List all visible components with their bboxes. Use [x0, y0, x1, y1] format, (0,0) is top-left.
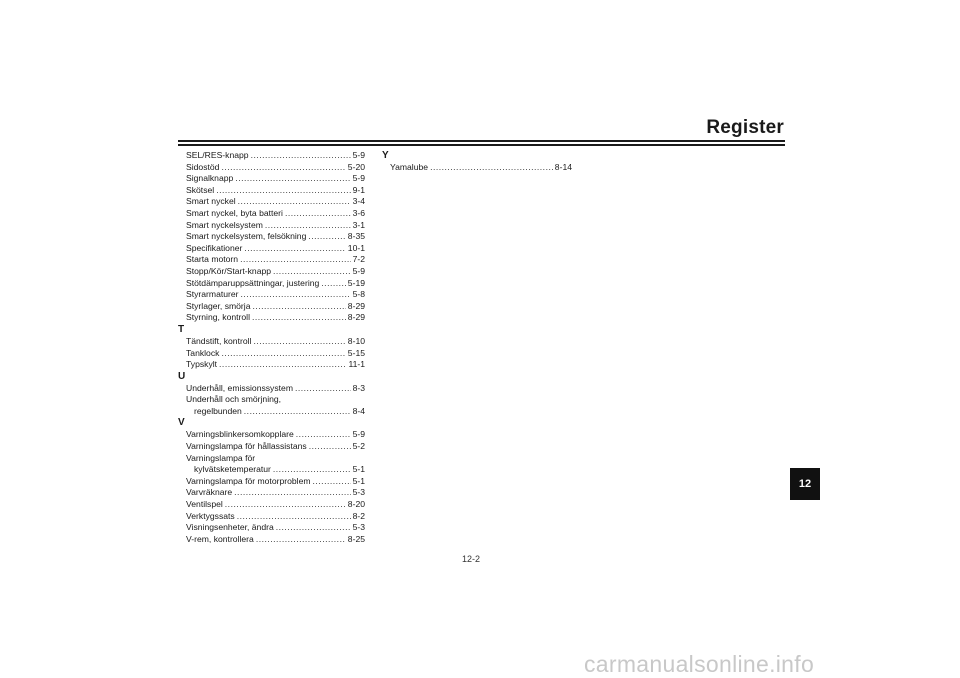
index-entry[interactable] [178, 150, 365, 162]
index-entry-label: Specifikationer [186, 242, 243, 253]
header-rule-bottom [178, 144, 785, 146]
index-entry[interactable] [178, 231, 365, 243]
index-entry[interactable] [178, 196, 365, 208]
index-entry-label: Ventilspel [186, 499, 223, 510]
dot-leader [313, 476, 351, 488]
index-entry-page: 5-19 [347, 277, 365, 288]
index-entry-label: regelbunden [194, 405, 242, 416]
index-entry[interactable] [178, 312, 365, 324]
index-entry-page: 8-4 [352, 405, 365, 416]
index-entry-page: 5-1 [352, 475, 365, 486]
index-entry-page: 3-4 [352, 196, 365, 207]
index-entry-page: 3-1 [352, 219, 365, 230]
index-entry-label: Styrarmaturer [186, 289, 239, 300]
index-entry-label: Sidostöd [186, 161, 220, 172]
dot-leader [221, 348, 345, 360]
dot-leader [308, 231, 345, 243]
index-entry-line: Varningslampa för [186, 452, 256, 463]
index-entry[interactable] [178, 336, 365, 348]
dot-leader [241, 289, 351, 301]
index-entry-label: Styrlager, smörja [186, 300, 251, 311]
dot-leader [256, 534, 346, 546]
index-letter-heading: U [178, 370, 186, 382]
index-entry-page: 5-9 [352, 173, 365, 184]
index-entry[interactable] [178, 406, 365, 418]
index-entry-label: Skötsel [186, 184, 215, 195]
index-entry-label: Varningslampa för hållassistans [186, 441, 307, 452]
index-entry[interactable] [178, 499, 365, 511]
dot-leader [234, 487, 350, 499]
dot-leader [265, 220, 351, 232]
index-entry-page: 8-20 [347, 499, 365, 510]
index-entry[interactable] [178, 383, 365, 395]
index-entry-label: Visningsenheter, ändra [186, 522, 274, 533]
index-entry[interactable] [178, 254, 365, 266]
watermark: carmanualsonline.info [584, 651, 815, 677]
dot-leader [244, 406, 351, 418]
index-entry-label: Tanklock [186, 347, 220, 358]
dot-leader [221, 162, 345, 174]
dot-leader [285, 208, 351, 220]
dot-leader [276, 522, 351, 534]
index-entry-label: V-rem, kontrollera [186, 533, 254, 544]
index-entry-page: 8-2 [352, 510, 365, 521]
index-letter-heading: T [178, 323, 185, 335]
index-entry-page: 8-3 [352, 382, 365, 393]
index-entry[interactable] [178, 289, 365, 301]
dot-leader [237, 511, 351, 523]
index-entry-page: 5-20 [347, 161, 365, 172]
dot-leader [253, 336, 345, 348]
chapter-tab[interactable]: 12 [790, 468, 820, 500]
index-entry-label: Tändstift, kontroll [186, 335, 252, 346]
index-entry-page: 11-1 [348, 359, 365, 370]
index-entry-line: Underhåll och smörjning, [186, 394, 282, 405]
index-entry-page: 5-3 [352, 487, 365, 498]
index-entry-page: 10-1 [347, 242, 365, 253]
index-entry-page: 5-9 [352, 150, 365, 160]
index-entry-label: Styrning, kontroll [186, 312, 251, 323]
index-entry[interactable] [178, 476, 365, 488]
index-entry-label: kylvätsketemperatur [194, 464, 271, 475]
dot-leader [216, 185, 350, 197]
index-entry-page: 5-2 [352, 441, 365, 452]
index-entry-page: 8-29 [347, 312, 365, 323]
index-entry-label: Smart nyckelsystem [186, 219, 263, 230]
index-entry-label: Smart nyckel [186, 196, 236, 207]
index-entry-label: Smart nyckelsystem, felsökning [186, 231, 307, 242]
index-entry-label: Stopp/Kör/Start-knapp [186, 265, 272, 276]
index-entry-page: 5-8 [352, 289, 365, 300]
index-entry[interactable] [178, 359, 365, 371]
index-entry[interactable] [178, 243, 365, 255]
index-entry[interactable] [178, 441, 365, 453]
index-entry-label: Verktygssats [186, 510, 235, 521]
index-entry[interactable] [178, 429, 365, 441]
index-entry[interactable] [178, 208, 365, 220]
dot-leader [296, 429, 351, 441]
index-letter-heading: Y [382, 150, 389, 161]
index-column-right [382, 150, 572, 174]
index-entry[interactable] [178, 220, 365, 232]
index-entry[interactable] [178, 266, 365, 278]
index-entry-label: SEL/RES-knapp [186, 150, 249, 160]
index-entry[interactable] [178, 173, 365, 185]
index-entry-page: 5-1 [352, 464, 365, 475]
dot-leader [244, 243, 345, 255]
index-entry-label: Varningslampa för motorproblem [186, 475, 311, 486]
index-entry-page: 8-14 [554, 162, 572, 172]
index-entry-label: Stötdämparuppsättningar, justering [186, 277, 320, 288]
index-entry-page: 5-15 [347, 347, 365, 358]
header-rule-top [178, 140, 785, 142]
index-column-left [178, 150, 365, 545]
index-entry[interactable] [178, 534, 365, 546]
index-entry-page: 7-2 [352, 254, 365, 265]
index-entry[interactable] [178, 511, 365, 523]
index-entry[interactable] [178, 348, 365, 360]
index-entry-page: 5-9 [352, 265, 365, 276]
dot-leader [225, 499, 346, 511]
index-entry[interactable] [178, 278, 365, 290]
dot-leader [251, 150, 351, 162]
index-entry[interactable] [178, 162, 365, 174]
dot-leader [295, 383, 351, 395]
index-entry-label: Underhåll, emissionssystem [186, 382, 293, 393]
index-entry-label: Varningsblinkersomkopplare [186, 429, 294, 440]
dot-leader [252, 312, 346, 324]
dot-leader [273, 464, 351, 476]
index-entry-page: 3-6 [352, 207, 365, 218]
dot-leader [321, 278, 346, 290]
dot-leader [309, 441, 351, 453]
dot-leader [219, 359, 346, 371]
index-entry-label: Typskylt [186, 359, 218, 370]
dot-leader [238, 196, 351, 208]
page-number: 12-2 [462, 554, 481, 564]
index-entry-label: Yamalube [390, 162, 429, 172]
index-entry-label: Varvräknare [186, 487, 233, 498]
index-entry-page: 5-3 [352, 522, 365, 533]
dot-leader [240, 254, 351, 266]
dot-leader [235, 173, 350, 185]
index-entry[interactable] [178, 464, 365, 476]
dot-leader [252, 301, 345, 313]
index-entry-label: Smart nyckel, byta batteri [186, 207, 283, 218]
index-letter-heading: V [178, 417, 185, 429]
index-entry[interactable] [178, 185, 365, 197]
index-entry-page: 8-35 [347, 231, 365, 242]
index-entry[interactable] [178, 522, 365, 534]
index-entry-page: 5-9 [352, 429, 365, 440]
index-entry-page: 8-29 [347, 300, 365, 311]
index-entry-page: 8-25 [347, 533, 365, 544]
index-entry[interactable] [382, 162, 572, 174]
dot-leader [273, 266, 351, 278]
index-entry-page: 8-10 [347, 335, 365, 346]
index-entry-label: Signalknapp [186, 173, 234, 184]
page-title: Register [706, 117, 784, 138]
index-entry-page: 9-1 [352, 184, 365, 195]
index-entry-label: Starta motorn [186, 254, 239, 265]
index-entry[interactable] [178, 301, 365, 313]
index-entry[interactable] [178, 487, 365, 499]
dot-leader [430, 162, 553, 174]
